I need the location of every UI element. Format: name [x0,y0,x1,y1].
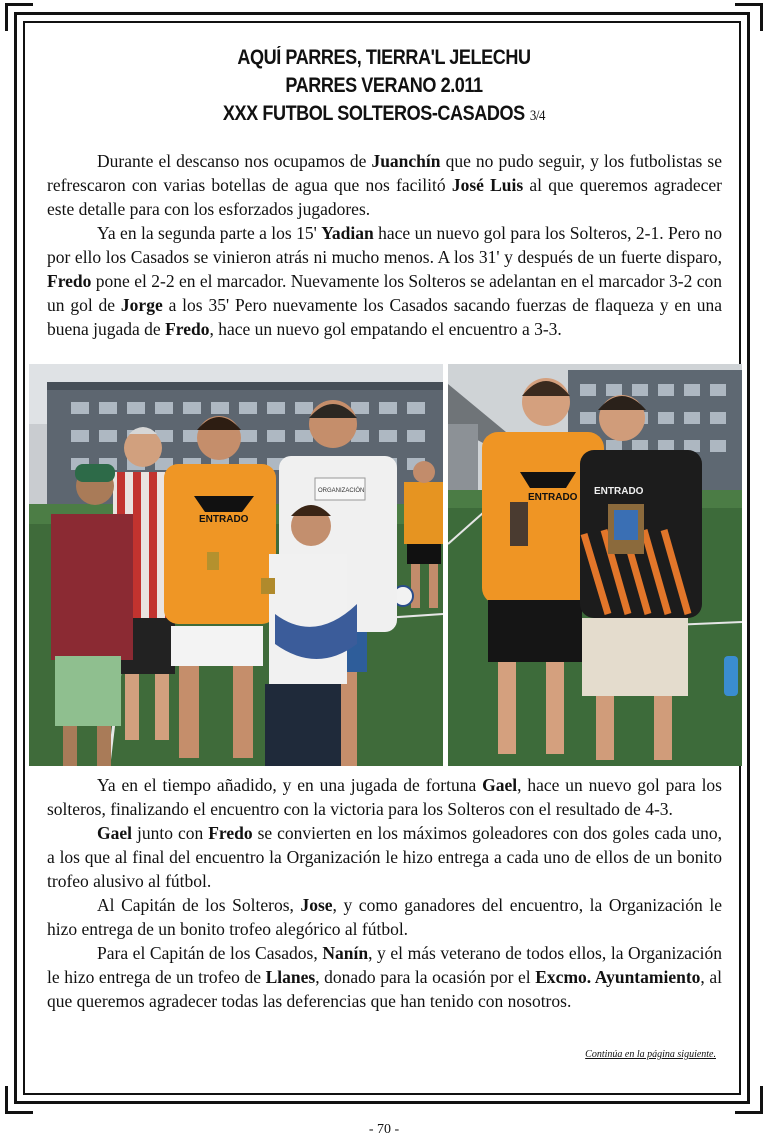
article-paragraph-1 [47,149,722,341]
name-jose-luis: José Luis [451,175,524,195]
frame-corner-bottom-right [735,1086,763,1114]
name-jose: Jose [300,895,333,915]
text-run: junto con [132,823,209,843]
text-run: se convierten en los máximos goleadores con dos goles cada uno, a los que al final del encuentro la Organización le hizo entrega a cada uno de ellos de un bonito trofeo alusivo al fútbol. [47,823,722,891]
name-gael: Gael [97,823,132,843]
photo-right-illustration [448,364,742,766]
frame-corner-top-right [735,3,763,31]
photo-right-shirt-logo-orange: ENTRADO [528,492,578,503]
header-line-3 [88,100,680,130]
text-run: Para el Capitán de los Casados, [97,943,323,963]
text-run: , donado para la ocasión por el [315,967,536,987]
frame-corner-top-left [5,3,33,31]
text-run: pone el 2-2 en el marcador. Nuevamente los Solteros se adelantan en el marcador 3-2 con un gol de [47,271,722,315]
text-run: Al Capitán de los Solteros, [97,895,301,915]
continue-note: Continúa en la página siguiente. [585,1049,716,1060]
name-gael: Gael [482,775,518,795]
page-number: - 70 - [368,1122,400,1137]
text-run: a los 35' Pero nuevamente los Casados sacando fuerzas de flaqueza y en una buena jugada de [47,295,722,339]
name-fredo: Fredo [47,271,92,291]
text-run: Ya en el tiempo añadido, y en una jugada de fortuna [97,775,483,795]
photo-left-illustration [29,364,443,766]
name-fredo: Fredo [208,823,253,843]
header-line-1: AQUÍ PARRES, TIERRA'L JELECHU [237,46,531,69]
photo-right-captains [448,364,742,766]
name-llanes: Llanes [265,967,316,987]
name-fredo: Fredo [165,319,210,339]
text-run: que no pudo seguir, y los futbolistas se refrescaron con varias botellas de agua que nos facilitó [47,151,723,195]
text-run: , y como ganadores del encuentro, la Organización le hizo entrega de un bonito trofeo alegórico al fútbol. [47,895,722,939]
name-nanin: Nanín [322,943,369,963]
photo-left-trophy-winners [29,364,443,766]
text-run: al que queremos agradecer este detalle para con los esforzados jugadores. [47,175,722,219]
header-line-2: PARRES VERANO 2.011 [285,74,483,97]
header-part-number: 3/4 [529,108,546,124]
text-run: , hace un nuevo gol empatando el encuentro a 3-3. [209,319,562,339]
text-run: Ya en la segunda parte a los 15' [97,223,322,243]
photo-left-shirt-logo: ENTRADO [199,514,249,525]
text-run: , hace un nuevo gol para los solteros, finalizando el encuentro con la victoria para los Solteros con el resultado de 4-3. [47,775,722,819]
photo-right-shirt-logo-black: ENTRADO [594,486,644,497]
photo-left-badge-text: ORGANIZACIÓN [318,488,365,494]
text-run: Durante el descanso nos ocupamos de [97,151,372,171]
article-paragraph-2 [47,773,722,1013]
name-jorge: Jorge [120,295,163,315]
header-line-3-text: XXX FUTBOL SOLTEROS-CASADOS [222,102,525,125]
name-juanchin: Juanchín [371,151,441,171]
frame-corner-bottom-left [5,1086,33,1114]
name-ayuntamiento: Excmo. Ayuntamiento [535,967,701,987]
name-yadian: Yadian [321,223,374,243]
text-run: , y el más veterano de todos ellos, la Organización le hizo entrega de un trofeo de [47,943,722,987]
page-header [88,44,680,130]
text-run: hace un nuevo gol para los Solteros, 2-1. Pero no por ello los Casados se vinieron atrás ni mucho menos. A los 31' y después de un fuerte disparo, [47,223,723,267]
text-run: , al que queremos agradecer todas las deferencias que han tenido con nosotros. [47,967,722,1011]
